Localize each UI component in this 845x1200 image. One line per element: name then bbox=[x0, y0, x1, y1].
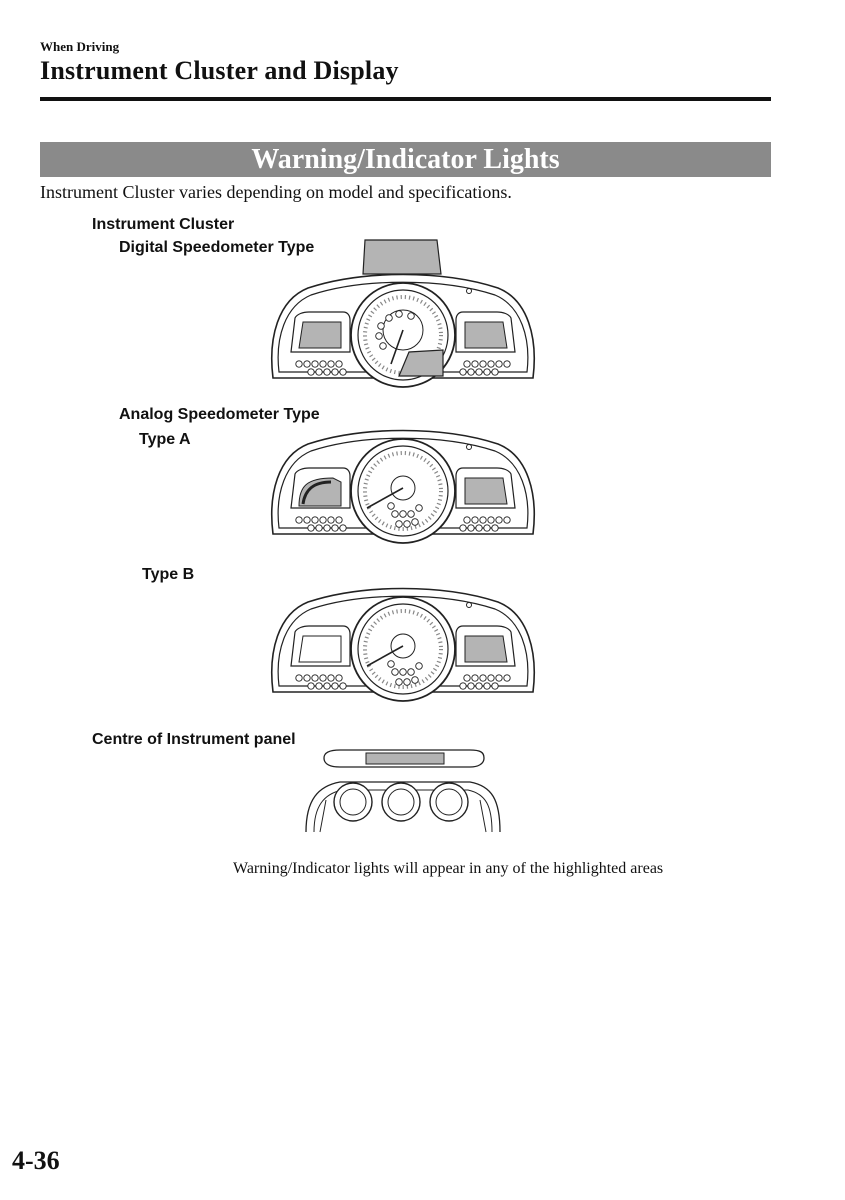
centre-panel-illustration bbox=[306, 750, 500, 832]
analog-type-b-illustration bbox=[272, 589, 534, 702]
label-instrument-cluster: Instrument Cluster bbox=[92, 216, 235, 233]
label-centre-panel: Centre of Instrument panel bbox=[92, 731, 296, 748]
intro-text: Instrument Cluster varies depending on model and specifications. bbox=[40, 182, 512, 202]
figure-caption: Warning/Indicator lights will appear in any of the highlighted areas bbox=[233, 860, 664, 877]
banner-title: Warning/Indicator Lights bbox=[251, 144, 560, 175]
section-label: When Driving bbox=[40, 39, 120, 54]
page-number: 4-36 bbox=[12, 1146, 60, 1175]
digital-cluster-illustration bbox=[272, 240, 534, 387]
label-type-b: Type B bbox=[142, 566, 195, 583]
label-digital-type: Digital Speedometer Type bbox=[119, 239, 315, 256]
label-type-a: Type A bbox=[139, 431, 191, 448]
label-analog-type: Analog Speedometer Type bbox=[119, 406, 320, 423]
analog-type-a-illustration bbox=[272, 431, 534, 544]
chapter-title: Instrument Cluster and Display bbox=[40, 56, 399, 85]
